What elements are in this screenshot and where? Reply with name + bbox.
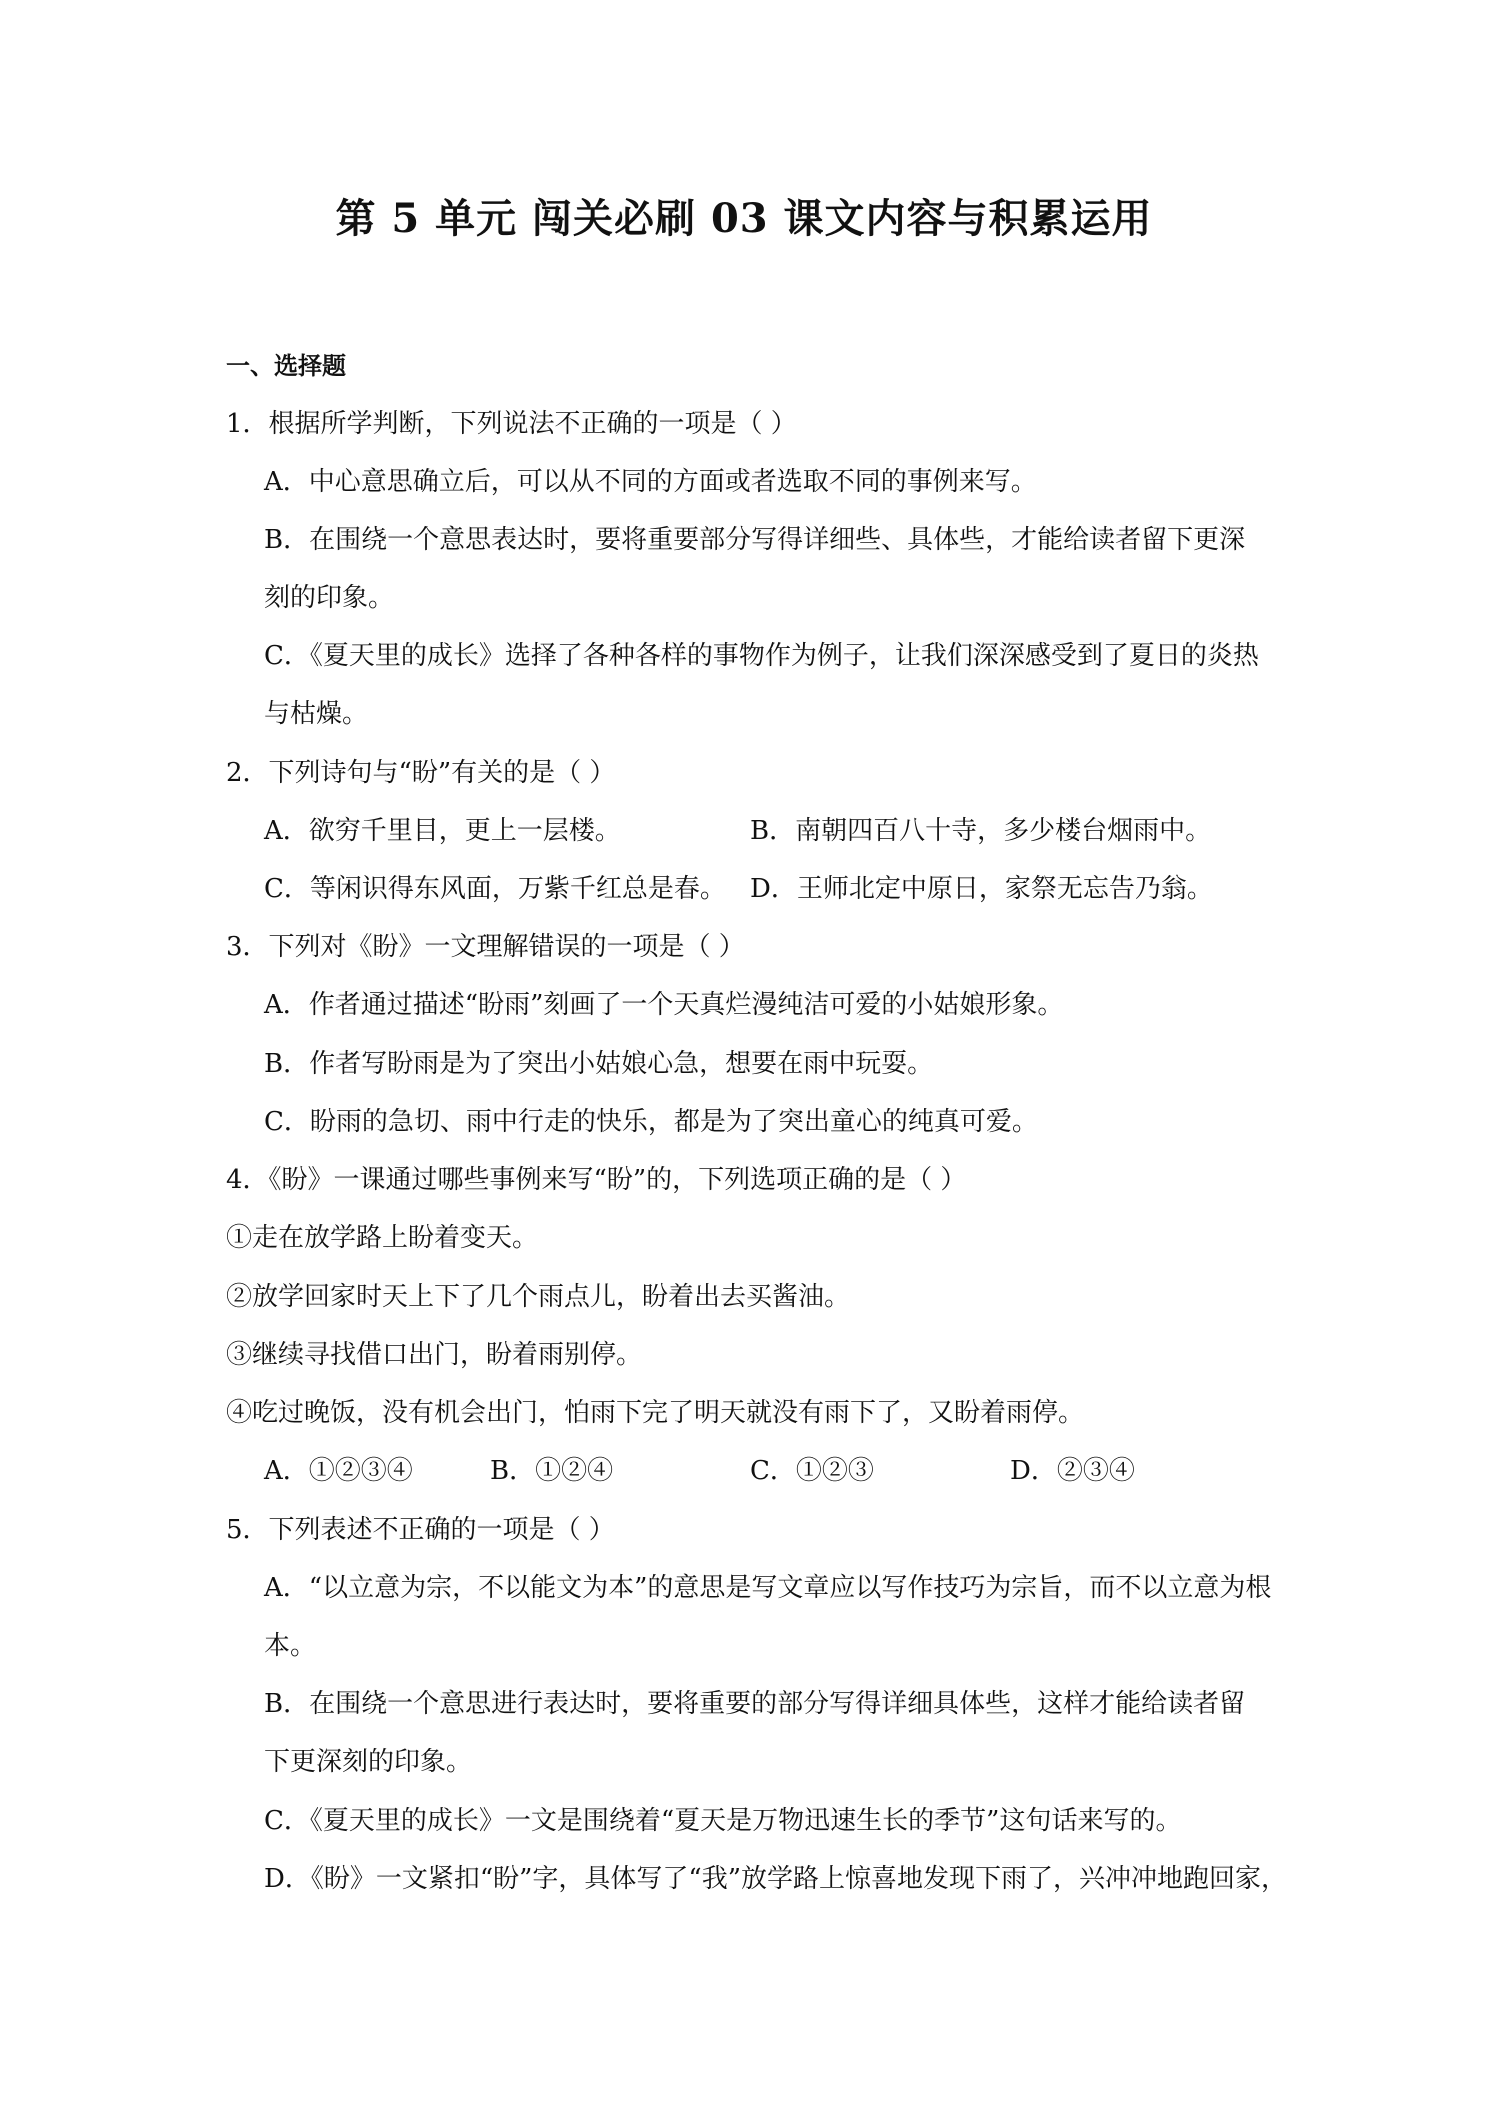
question-4-option-a: A．①②③④ (264, 1456, 413, 1486)
question-2-option-c: C．等闲识得东风面，万紫千红总是春。 (264, 874, 726, 904)
question-4-option-c: C．①②③ (750, 1456, 874, 1486)
question-5-option-d: D．《盼》一文紧扣“盼”字，具体写了“我”放学路上惊喜地发现下雨了，兴冲冲地跑回家， (264, 1864, 1288, 1894)
question-1-stem: 1．根据所学判断，下列说法不正确的一项是（ ） (226, 409, 797, 439)
question-5-option-a-cont: 本。 (264, 1631, 317, 1661)
question-5-option-a: A．“以立意为宗，不以能文为本”的意思是写文章应以写作技巧为宗旨，而不以立意为根 (264, 1573, 1272, 1603)
question-2-option-a: A．欲穷千里目，更上一层楼。 (264, 816, 621, 846)
question-4-item-3: ③继续寻找借口出门，盼着雨别停。 (226, 1340, 643, 1370)
question-1-option-c: C．《夏天里的成长》选择了各种各样的事物作为例子，让我们深深感受到了夏日的炎热 (264, 641, 1259, 671)
question-2-option-b: B．南朝四百八十寺，多少楼台烟雨中。 (750, 816, 1212, 846)
question-1-option-a: A．中心意思确立后，可以从不同的方面或者选取不同的事例来写。 (264, 467, 1037, 497)
question-2-stem: 2．下列诗句与“盼”有关的是（ ） (226, 758, 616, 788)
question-4-item-2: ②放学回家时天上下了几个雨点儿，盼着出去买酱油。 (226, 1282, 851, 1312)
question-1-option-b: B．在围绕一个意思表达时，要将重要部分写得详细些、具体些，才能给读者留下更深 (264, 525, 1246, 555)
question-3-option-c: C．盼雨的急切、雨中行走的快乐，都是为了突出童心的纯真可爱。 (264, 1107, 1038, 1137)
question-3-option-a: A．作者通过描述“盼雨”刻画了一个天真烂漫纯洁可爱的小姑娘形象。 (264, 990, 1064, 1020)
question-4-stem: 4．《盼》一课通过哪些事例来写“盼”的，下列选项正确的是（ ） (226, 1165, 967, 1195)
question-5-stem: 5．下列表述不正确的一项是（ ） (226, 1515, 615, 1545)
question-4-item-4: ④吃过晚饭，没有机会出门，怕雨下完了明天就没有雨下了，又盼着雨停。 (226, 1398, 1085, 1428)
question-1-option-c-cont: 与枯燥。 (264, 699, 369, 729)
question-5-option-c: C．《夏天里的成长》一文是围绕着“夏天是万物迅速生长的季节”这句话来写的。 (264, 1806, 1182, 1836)
question-5-option-b: B．在围绕一个意思进行表达时，要将重要的部分写得详细具体些，这样才能给读者留 (264, 1689, 1246, 1719)
question-3-stem: 3．下列对《盼》一文理解错误的一项是（ ） (226, 932, 745, 962)
question-3-option-b: B．作者写盼雨是为了突出小姑娘心急，想要在雨中玩耍。 (264, 1049, 934, 1079)
question-4-item-1: ①走在放学路上盼着变天。 (226, 1223, 539, 1253)
question-4-option-d: D．②③④ (1010, 1456, 1135, 1486)
question-1-option-b-cont: 刻的印象。 (264, 583, 395, 613)
question-2-option-d: D．王师北定中原日，家祭无忘告乃翁。 (750, 874, 1213, 904)
page-title: 第 5 单元 闯关必刷 03 课文内容与积累运用 (335, 195, 1153, 242)
section-heading: 一、选择题 (226, 351, 346, 380)
question-5-option-b-cont: 下更深刻的印象。 (264, 1747, 473, 1777)
question-4-option-b: B．①②④ (490, 1456, 614, 1486)
